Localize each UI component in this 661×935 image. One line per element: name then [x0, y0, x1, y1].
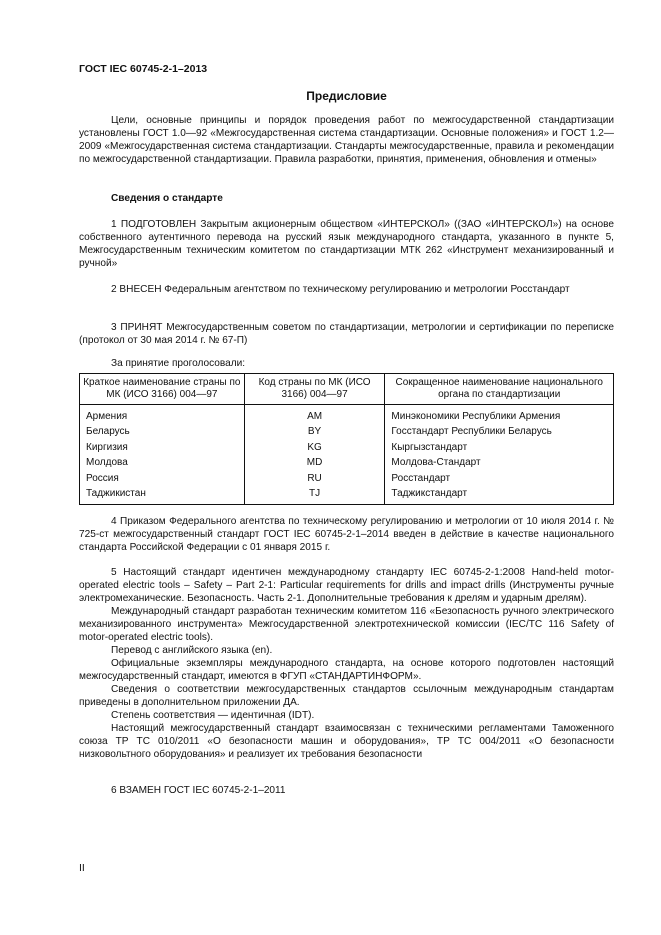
standards-body: Молдова-Стандарт	[385, 455, 614, 470]
item-5-block	[79, 566, 614, 761]
intro-paragraph-block	[79, 114, 614, 166]
document-header: ГОСТ IEC 60745-2-1–2013	[79, 63, 208, 75]
header-standards-body: Сокращенное наименование национального органа по стандартизации	[385, 374, 614, 405]
item-1-paragraph: 1 ПОДГОТОВЛЕН Закрытым акционерным обществом «ИНТЕРСКОЛ» ((ЗАО «ИНТЕРСКОЛ») на основе собственного аутентичного перевода на русский язык международного стандарта, указанного в пункте 5, Межгосударственным техническим комитетом по стандартизации МТК 262 «Инструмент механизированный и ручной»	[79, 219, 614, 269]
section-subtitle: Сведения о стандарте	[111, 193, 223, 204]
item-2-block	[79, 283, 614, 296]
page-number: II	[79, 862, 85, 874]
item-5-paragraph: 5 Настоящий стандарт идентичен международному стандарту IEC 60745-2-1:2008 Hand-held motor-operated electric tools – Safety – Part 2-1: Particular requirements for drills and impact drills (Инструменты ручные электромеханические. Безопасность. Часть 2-1. Дополнительные требования к дрелям и ударным дрелям).	[79, 567, 614, 604]
table-row	[80, 440, 614, 455]
country-code: RU	[244, 471, 385, 486]
item-6-block	[79, 784, 614, 797]
standards-body: Госстандарт Республики Беларусь	[385, 424, 614, 439]
country-code: TJ	[244, 486, 385, 505]
table-row	[80, 455, 614, 470]
item-4-paragraph: 4 Приказом Федерального агентства по техническому регулированию и метрологии от 10 июля 2014 г. № 725-ст межгосударственный стандарт ГОСТ IEC 60745-2-1–2014 введен в действие в качестве национального стандарта Российской Федерации с 01 января 2015 г.	[79, 516, 614, 553]
table-header-row	[80, 374, 614, 405]
header-country-code: Код страны по МК (ИСО 3166) 004—97	[244, 374, 385, 405]
country-name: Беларусь	[80, 424, 245, 439]
country-name: Таджикистан	[80, 486, 245, 505]
table-row	[80, 424, 614, 439]
item-3-paragraph: 3 ПРИНЯТ Межгосударственным советом по стандартизации, метрологии и сертификации по переписке (протокол от 30 мая 2014 г. № 67-П)	[79, 322, 614, 346]
standards-body: Таджикстандарт	[385, 486, 614, 505]
standards-body: Росстандарт	[385, 471, 614, 486]
item-3-block	[79, 321, 614, 347]
item-1-block	[79, 218, 614, 270]
item-5-paragraph: Перевод с английского языка (en).	[111, 645, 273, 656]
item-4-block	[79, 515, 614, 554]
country-code: KG	[244, 440, 385, 455]
country-code: AM	[244, 405, 385, 425]
item-5-paragraph: Настоящий межгосударственный стандарт взаимосвязан с техническими регламентами Таможенного союза ТР ТС 010/2011 «О безопасности машин и оборудования», ТР ТС 004/2011 «О безопасности низковольтного оборудования» и реализует их требования безопасности	[79, 723, 614, 760]
standards-body: Кыргызстандарт	[385, 440, 614, 455]
item-6-paragraph: 6 ВЗАМЕН ГОСТ IEC 60745-2-1–2011	[111, 785, 286, 796]
item-5-paragraph: Международный стандарт разработан техническим комитетом 116 «Безопасность ручного электрического механизированного инструмента» Межгосударственной электротехнической комиссии (IEC/TC 116 Safety of motor-operated electric tools).	[79, 606, 614, 643]
page-title: Предисловие	[306, 89, 387, 103]
country-code: MD	[244, 455, 385, 470]
item-5-paragraph: Сведения о соответствии межгосударственных стандартов ссылочным международным стандартам приведены в дополнительном приложении ДА.	[79, 684, 614, 708]
country-name: Киргизия	[80, 440, 245, 455]
table-row	[80, 405, 614, 425]
item-5-paragraph: Степень соответствия — идентичная (IDT).	[111, 710, 315, 721]
country-code: BY	[244, 424, 385, 439]
item-2-paragraph: 2 ВНЕСЕН Федеральным агентством по техническому регулированию и метрологии Росстандарт	[111, 284, 570, 295]
country-name: Армения	[80, 405, 245, 425]
item-5-paragraph: Официальные экземпляры международного стандарта, на основе которого подготовлен настоящий межгосударственный стандарт, имеются в ФГУП «СТАНДАРТИНФОРМ».	[79, 658, 614, 682]
countries-table	[79, 373, 614, 505]
table-row	[80, 486, 614, 505]
country-name: Россия	[80, 471, 245, 486]
table-row	[80, 471, 614, 486]
country-name: Молдова	[80, 455, 245, 470]
intro-paragraph: Цели, основные принципы и порядок проведения работ по межгосударственной стандартизации установлены ГОСТ 1.0—92 «Межгосударственная система стандартизации. Основные положения» и ГОСТ 1.2—2009 «Межгосударственная система стандартизации. Стандарты межгосударственные, правила и рекомендации по межгосударственной стандартизации. Правила разработки, принятия, применения, обновления и отмены»	[79, 115, 614, 165]
vote-label: За принятие проголосовали:	[111, 358, 246, 369]
header-country-name: Краткое наименование страны по МК (ИСО 3166) 004—97	[80, 374, 245, 405]
standards-body: Минэкономики Республики Армения	[385, 405, 614, 425]
